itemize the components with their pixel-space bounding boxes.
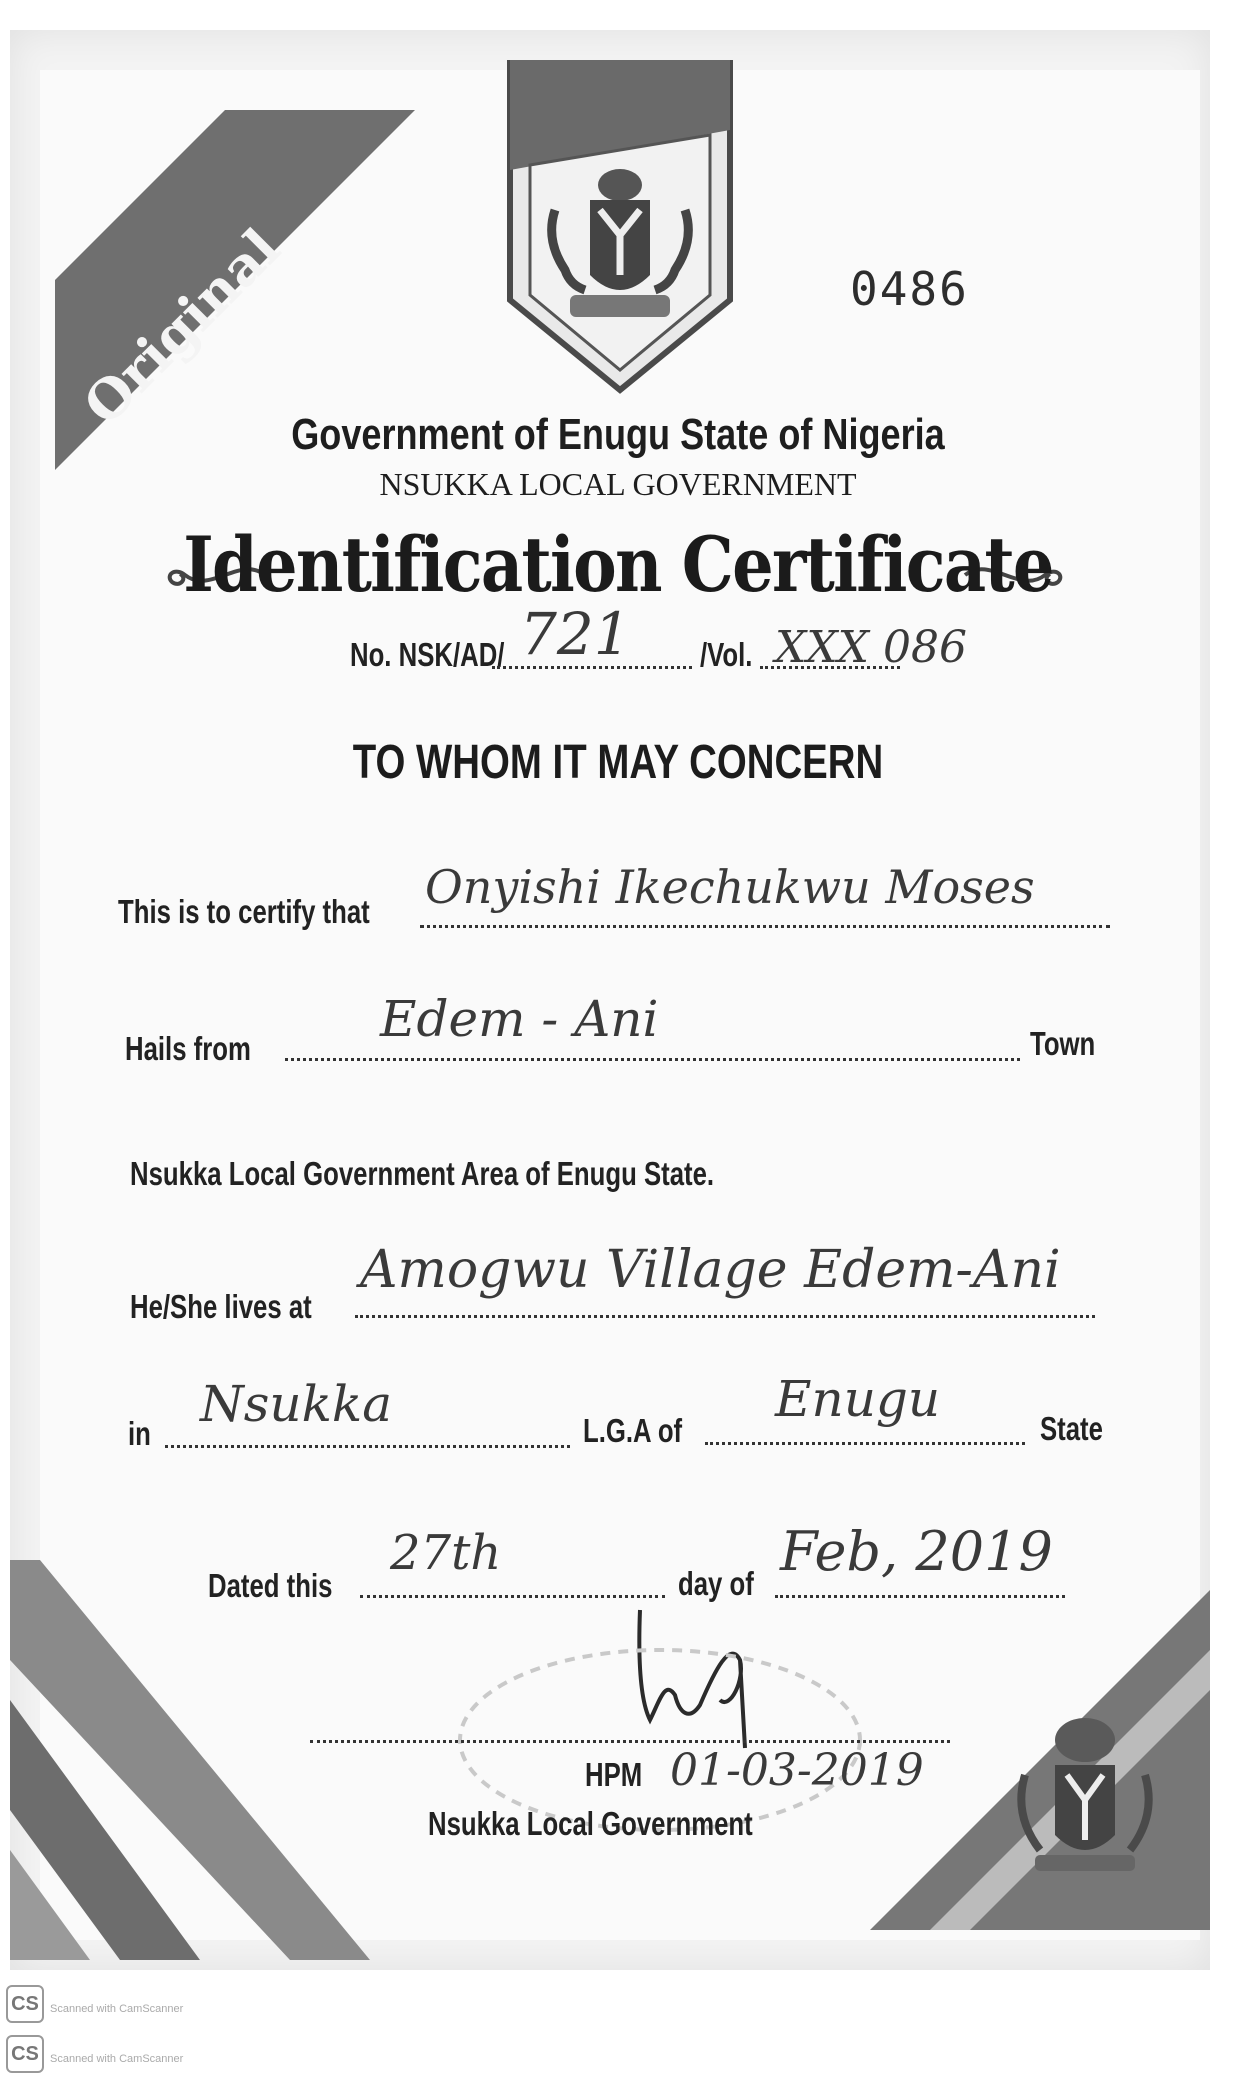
lives-dots	[355, 1315, 1095, 1318]
town-label: Town	[1030, 1025, 1096, 1062]
certify-value: Onyishi Ikechukwu Moses	[425, 860, 1035, 914]
original-label: Original	[70, 215, 293, 438]
in-label: in	[128, 1415, 151, 1452]
dated-dots	[360, 1595, 665, 1598]
in-dots	[165, 1445, 570, 1448]
government-title: Government of Enugu State of Nigeria	[291, 410, 945, 459]
in-value: Nsukka	[200, 1375, 393, 1433]
certify-label: This is to certify that	[118, 893, 370, 930]
small-coat-of-arms-icon	[985, 1695, 1185, 1895]
vol-value: XXX 086	[775, 622, 967, 673]
signature-org: Nsukka Local Government	[428, 1805, 753, 1842]
area-text: Nsukka Local Government Area of Enugu State.	[130, 1155, 715, 1192]
no-value: 721	[520, 600, 631, 668]
state-label: State	[1040, 1410, 1103, 1447]
camscanner-text: Scanned with CamScanner	[50, 2003, 184, 2015]
camscanner-text: Scanned with CamScanner	[50, 2053, 184, 2065]
no-label: No. NSK/AD/	[350, 636, 505, 673]
local-government-title: NSUKKA LOCAL GOVERNMENT	[379, 466, 857, 502]
hails-label: Hails from	[125, 1030, 251, 1067]
day-of-label: day of	[678, 1565, 754, 1602]
camscanner-badge-icon: CS	[6, 1985, 44, 2023]
lga-label: L.G.A of	[583, 1412, 683, 1449]
serial-number: 0486	[850, 262, 969, 316]
hails-value: Edem - Ani	[380, 990, 659, 1048]
signature-dots	[310, 1740, 950, 1743]
stripes-left-icon	[10, 1560, 370, 1960]
signature-date: 01-03-2019	[670, 1745, 924, 1796]
coat-of-arms-icon	[500, 60, 740, 400]
dated-label: Dated this	[208, 1567, 333, 1604]
lga-value: Enugu	[775, 1370, 941, 1428]
signature-title: HPM	[585, 1756, 643, 1793]
certificate-title: Identification Certificate	[183, 520, 1053, 609]
dated-value: 27th	[390, 1525, 502, 1581]
scanner-footer	[0, 1970, 1236, 2080]
lives-value: Amogwu Village Edem-Ani	[360, 1240, 1061, 1300]
vol-label: /Vol.	[700, 636, 753, 673]
hails-dots	[285, 1058, 1020, 1061]
salutation: TO WHOM IT MAY CONCERN	[352, 736, 884, 789]
certify-dots	[420, 925, 1110, 928]
camscanner-badge-icon: CS	[6, 2035, 44, 2073]
lga-dots	[705, 1442, 1025, 1445]
day-of-value: Feb, 2019	[780, 1520, 1053, 1583]
lives-label: He/She lives at	[130, 1288, 312, 1325]
